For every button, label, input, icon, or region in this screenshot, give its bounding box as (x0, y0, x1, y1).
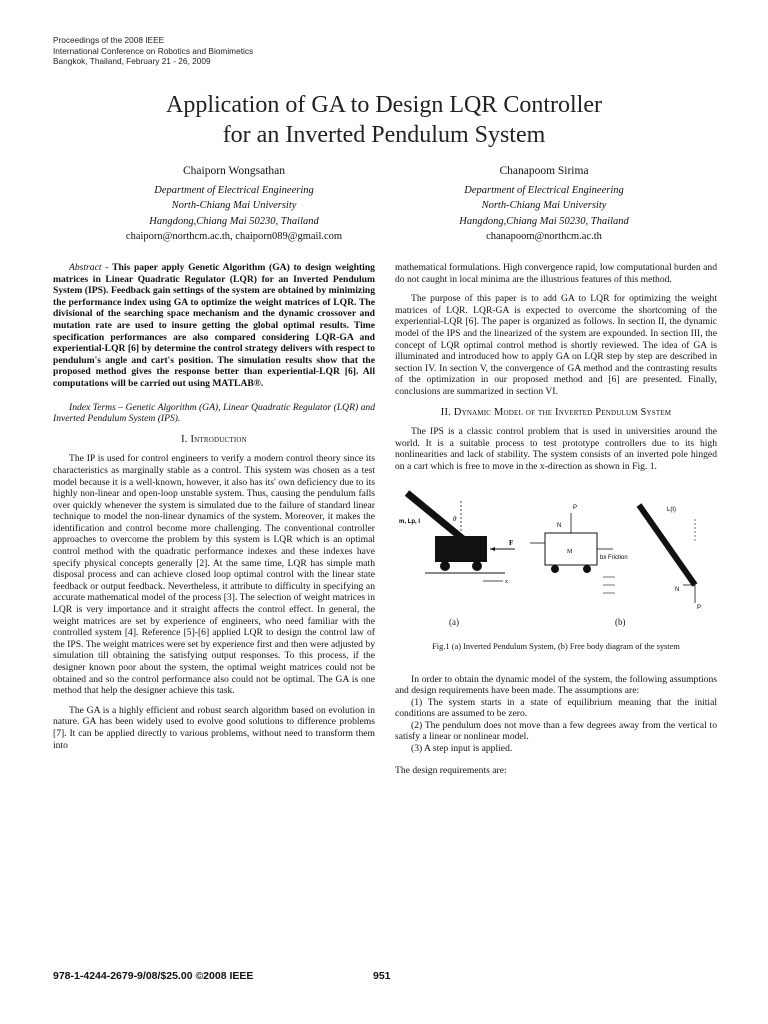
title-line-1: Application of GA to Design LQR Controller (166, 92, 602, 118)
author-block-2 (394, 164, 694, 245)
right-paragraph-2: The IPS is a classic control problem that is used in universities around the world. It is a suitable process to test prototype controllers due to its high nonlinearities and lack of stability. The system consists of an inverted pole hinged on a cart which is free to move in the x-direction as shown in Fig. 1. (395, 426, 717, 472)
figure-sublabel-b: (b) (615, 616, 626, 627)
right-paragraph-0: mathematical formulations. High convergence rapid, low computational burden and do not caught in local minima are the illustrious features of this method. (395, 262, 717, 285)
label-p-top: P (573, 504, 578, 511)
figure-sublabel-a: (a) (449, 616, 459, 627)
right-paragraph-1: The purpose of this paper is to add GA to LQR for optimizing the weight matrices of LQR. LQR-GA is expected to overcome the shortcoming of the experiential-LQR [6]. The paper is organized as follows. In section II, the dynamic model of the IPS and the linearized of the system are expounded. In section III, the concept of LQR optimal control method is shortly reviewed. The idea of GA is illuminated and introduced how to apply GA on LQR step by step are described in section IV. In section V, the convergence of GA method and the contrasting results of the optimization in our proposed method and [6] are presented. Finally, conclusions are summarized in section VI. (395, 293, 717, 397)
right-column (395, 262, 717, 776)
left-column (53, 262, 375, 751)
author-email: chaiporn@northcm.ac.th, chaiporn089@gmail.com (125, 231, 343, 242)
footer-page-number: 951 (373, 970, 391, 982)
intro-paragraph-1: The IP is used for control engineers to verify a modern control theory since its characteristics as marginally stable as a control. This system was chosen as a test model because it is a well-known, however, it also has its' own deficiency due to its highly non-linear and open-loop unstable system. Thus, causing the pendulum falls over quickly whenever the system is simulated due to the failure of standard linear technique to model the non-linear dynamics of the system. Moreover, it makes the identification and control become more challenging. The conventional controller approaches to overcome the problem by this system is LQR which is an optimal control method with the quadratic performance indexes and these indexes have specify physical concepts generally [2]. At the same time, LQR has simple math disposal process and can achieve closed loop optimal control with the linear state feedback or output feedback. Nevertheless, it attribute to difficulty in specifying an accurate mathematical model of the process [3]. The selection of weight matrices in LQR is very importance and it straight affects the control effect. In general, the weight matrices are set by experience of engineers, who need familiar with the controlled system [4]. Reference [5]-[6] applied LQR to design the control law of the IPS. The weight matrices were set by experience first and then were adjusted by simulation till obtaining the satisfying output responses. To this process, if the designer known poor about the system, the optimal weight matrices could not be obtained and so the control performance also could not be optimal. The GA is one method that help the designer achieve this task. (53, 453, 375, 697)
author-address: Hangdong,Chiang Mai 50230, Thailand (149, 215, 319, 227)
proceedings-line-3: Bangkok, Thailand, February 21 - 26, 2009 (53, 56, 211, 66)
pendulum-diagram (395, 481, 717, 616)
author-university: North-Chiang Mai University (171, 200, 297, 211)
right-paragraph-3: In order to obtain the dynamic model of the system, the following assumptions and design requirements have been made. The assumptions are: (395, 673, 717, 697)
abstract-label: Abstract - (69, 262, 113, 273)
author-department: Department of Electrical Engineering (464, 184, 624, 196)
label-n-pendulum: N (675, 586, 680, 593)
paper-title (40, 90, 728, 150)
author-name: Chanapoom Sirima (499, 165, 589, 177)
pendulum-free-body-drawing (639, 505, 701, 611)
right-paragraph-4: The design requirements are: (395, 764, 507, 776)
label-p-bottom: P (697, 604, 702, 611)
label-theta: θ (453, 514, 457, 523)
figure-caption: Fig.1 (a) Inverted Pendulum System, (b) Free body diagram of the system (432, 641, 680, 651)
label-force: F (509, 538, 514, 547)
proceedings-line-2: International Conference on Robotics and Biomimetics (53, 45, 254, 56)
author-department: Department of Electrical Engineering (154, 184, 314, 196)
cart-free-body-drawing (530, 505, 628, 593)
title-line-2: for an Inverted Pendulum System (222, 122, 546, 148)
author-university: North-Chiang Mai University (481, 200, 607, 211)
index-terms: Index Terms – Genetic Algorithm (GA), Linear Quadratic Regulator (LQR) and Inverted Pendulum System (IPS). (53, 401, 375, 425)
assumption-2: (2) The pendulum does not move than a few degrees away from the vertical to satisfy a linear or nonlinear model. (395, 719, 717, 743)
section-heading-introduction: I. Introduction (181, 433, 247, 445)
proceedings-line-1: Proceedings of the 2008 IEEE (53, 35, 165, 45)
author-address: Hangdong,Chiang Mai 50230, Thailand (459, 215, 629, 227)
author-block-1 (84, 164, 384, 245)
proceedings-header (53, 35, 253, 67)
label-n-cart: N (557, 522, 562, 529)
pendulum-system-drawing (399, 493, 515, 585)
label-mass-length-inertia: m, Lp, I (399, 518, 420, 525)
label-length-t: L(t) (667, 506, 676, 513)
label-friction: bẋ Friction (600, 554, 628, 561)
assumption-3: (3) A step input is applied. (411, 743, 513, 755)
abstract-body: This paper apply Genetic Algorithm (GA) to design weighting matrices in Linear Quadratic Regulator (LQR) for an Inverted Pendulum System (IPS). Feedback gain settings of the system are obtained by minimizing the performance index using GA to optimize the weight matrices of LQR. The divisional of the searching space mechanism and the dynamic crossover and mutation rate are used to insure getting the global optimal results. Time specification performances are also compared considering LQR-GA and experiential-LQR [6] by determine the control strategy delivers with respect to pendulum's angle and cart's position. The simulation results show that the proposed method gives the response better than experiential-LQR [6]. All computations will be carried out using MATLAB®. (53, 262, 375, 389)
intro-paragraph-2: The GA is a highly efficient and robust search algorithm based on evolution in nature. GA has been widely used to evolve good solutions to difference problems [7]. It can be applied directly to various problems, without need to transform them into (53, 704, 375, 751)
footer-isbn: 978-1-4244-2679-9/08/$25.00 ©2008 IEEE (53, 970, 254, 982)
figure-1 (395, 481, 717, 636)
section-heading-dynamic-model: II. Dynamic Model of the Inverted Pendulum System (440, 406, 672, 418)
author-email: chanapoom@northcm.ac.th (486, 231, 602, 242)
author-name: Chaiporn Wongsathan (182, 165, 286, 177)
label-x: x (505, 578, 508, 585)
label-cart-mass: M (567, 548, 573, 555)
abstract (53, 262, 375, 390)
assumption-1: (1) The system starts in a state of equilibrium meaning that the initial conditions are assumed to be zero. (395, 696, 717, 720)
